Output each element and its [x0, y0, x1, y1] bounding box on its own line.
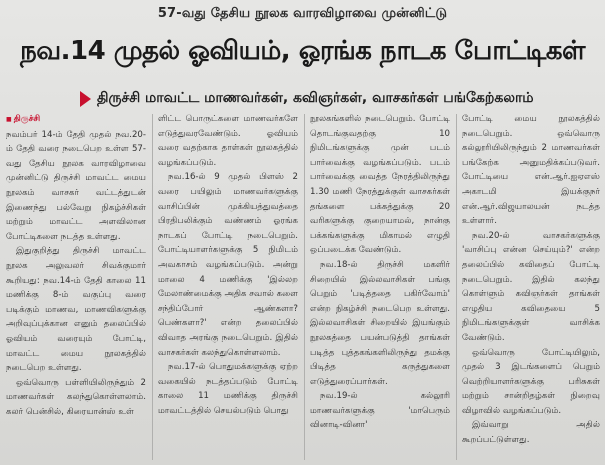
paragraph: ஒவ்வொரு போட்டியிலும், முதல் 3 இடங்களைப் பெறும் வெற்றியாளர்களுக்கு பரிசுகள் மற்றும் சான்றிதழ்கள் நிறைவு விழாவில் வழங்கப்படும். [462, 347, 600, 416]
article-column-2 [158, 112, 298, 462]
article-kicker: 57-வது தேசிய நூலக வாரவிழாவை முன்னிட்டு [157, 6, 448, 21]
article-body [6, 112, 602, 462]
column-divider [304, 114, 305, 460]
paragraph: போட்டி மைய நூலகத்தில் நடைபெறும். ஒவ்வொரு கல்லூரியிலிருந்தும் 2 மாணவர்கள் பங்கேற்க அனுமதிக்கப்படுவர். போட்டியை என்.ஆர்.ஐஏஎஸ் அகாடமி இயக்குநர் என்.ஆர்.விஜயாலயன் நடத்த உள்ளார். [462, 114, 600, 227]
column-divider [456, 114, 457, 460]
article-column-4 [462, 112, 600, 462]
paragraph: ளிட்ட பொருட்களை மாணவர்களே எடுத்துவரவேண்டும். ஓவியம் வரை வதற்காக தாள்கள் நூலகத்தில் வழங்கப்படும். [158, 114, 298, 168]
paragraph: நவம்பர் 14-ம் தேதி முதல் நவ.20-ம் தேதி வரை நடைபெற உள்ள 57-வது தேசிய நூலக வாரவிழாவை முன்னிட்டு திருச்சி மாவட்ட மைய நூலகம் வாசகர் வட்டத்துடன் இணைந்து பல்வேறு நிகழ்ச்சிகள் மற்றும் மாவட்ட அளவிலான போட்டிகளை நடத்த உள்ளது. [6, 129, 146, 242]
article-headline: நவ.14 முதல் ஓவியம், ஓரங்க நாடக போட்டிகள் [20, 36, 585, 66]
paragraph: நவ.16-ல் 9 முதல் பிளஸ் 2 வரை பயிலும் மாணவர்களுக்கு வாசிப்பின் முக்கியத்துவத்தை பிரதிபலிக்கும் வண்ணம் ஓரங்க நாடகப் போட்டி நடைபெறும். போட்டியாளர்களுக்கு 5 நிமிடம் அவகாசம் வழங்கப்படும். அன்று மாலை 4 மணிக்கு 'இல்லற மேலாண்மைக்கு அதிக சவால் களை சந்திப்போர் ஆண்களா? பெண்களா?' என்ற தலைப்பில் விவாத அரங்கு நடைபெறும். இதில் வாசகர்கள் கலந்துகொள்ளலாம். [158, 172, 298, 358]
paragraph: ஒவ்வொரு பள்ளியிலிருந்தும் 2 மாணவர்கள் கலந்துகொள்ளலாம். கலர் பென்சில், கிரையான்ஸ் உள் [6, 377, 146, 417]
paragraph: நவ.18-ல் திருச்சி மகளிர் சிறையில் இல்லவாசிகள் பங்கு பெறும் 'படித்ததை பகிர்வோம்' என்ற நிகழ்ச்சி நடைபெற உள்ளது. இல்லவாசிகள் சிறையில் இயங்கும் நூலகத்தை பயன்படுத்தி தாங்கள் படித்த புத்தகங்களிலிருந்து தமக்கு பிடித்த கருத்துகளை எடுத்துரைப்பார்கள். [310, 259, 450, 387]
article-column-3 [310, 112, 450, 462]
paragraph: நூலகங்களில் நடைபெறும். போட்டி தொடங்குவதற்கு 10 நிமிடங்களுக்கு முன் படம் பார்வைக்கு வழங்கப்படும். படம் பார்வைக்கு வைத்த நேரத்திலிருந்து 1.30 மணி நேரத்துக்குள் வாசகர்கள் தங்களை பக்கத்துக்கு 20 வரிகளுக்கு குறையாமல், நான்கு பக்கங்களுக்கு மிகாமல் எழுதி ஒப்படைக்க வேண்டும். [310, 114, 450, 256]
paragraph: நவ.17-ல் பொதுமக்களுக்கு ஏற்ற வகையில் நடத்தப்படும் போட்டி காலை 11 மணிக்கு திருச்சி மாவட்டத்தில் செயல்படும் பொது [158, 362, 298, 416]
article-dateline: ■ திருச்சி [6, 114, 40, 124]
paragraph: இதுகுறித்து திருச்சி மாவட்ட நூலக அலுவலர் சிவக்குமார் கூறியது: நவ.14-ம் தேதி காலை 11 மணிக்கு 8-ம் வகுப்பு வரை படிக்கும் மாணவ, மாணவிகளுக்கு அறிவுப்புக்கான எனும் தலைப்பில் ஓவியம் வரையும் போட்டி, மாவட்ட மைய நூலகத்தில் நடைபெற உள்ளது. [6, 246, 146, 374]
red-triangle-icon [80, 91, 91, 107]
paragraph: நவ.20-ல் வாசகர்களுக்கு 'வாசிப்பு என்ன செய்யும்?' என்ற தலைப்பில் கவிதைப் போட்டி நடைபெறும். இதில் கலந்து கொள்ளும் கவிஞர்கள் தாங்கள் எழுதிய கவிதையை 5 நிமிடங்களுக்குள் வாசிக்க வேண்டும். [462, 230, 600, 343]
column-divider [152, 114, 153, 460]
article-column-1 [6, 112, 146, 462]
paragraph: இவ்வாறு அதில் கூறப்பட்டுள்ளது. [462, 420, 600, 446]
article-subhead-text: திருச்சி மாவட்ட மாணவர்கள், கவிஞர்கள், வாசகர்கள் பங்கேற்கலாம் [97, 90, 534, 106]
paragraph: நவ.19-ல் கல்லூரி மாணவர்களுக்கு 'மாபெரும் வினாடி-வினா' [310, 391, 450, 431]
article-subhead [80, 88, 534, 110]
